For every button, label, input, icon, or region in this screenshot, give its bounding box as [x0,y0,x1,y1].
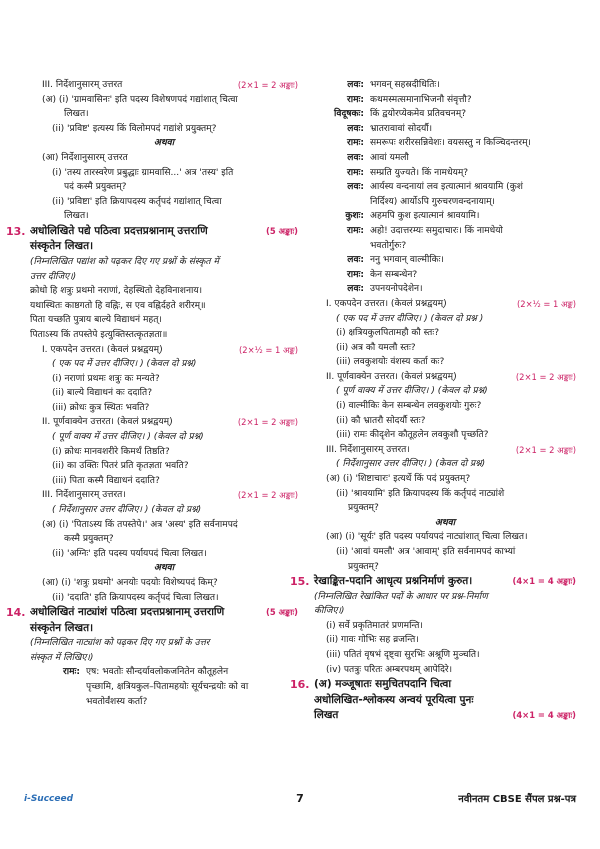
dialogue-text: निर्दिश्य) आर्योऽपि गुरुचरणवन्दनायाम्। [370,196,495,207]
line-text: संस्कृत में लिखिए।) [30,652,94,663]
text-line [30,313,298,328]
dialogue-line [30,665,298,680]
line-text: (ii) 'ददाति' इति क्रियापदस्य कर्तृपदं चित्वा लिखत। [52,592,219,603]
line-text: I. एकपदेन उत्तरत। (केवलं प्रश्नद्वयम्) [326,298,447,309]
text-line [30,357,298,372]
text-line [314,326,576,341]
right-column [290,78,576,724]
dialogue-line [314,268,576,283]
dialogue-text: किं द्वयोरप्येकमेव प्रतिवचनम्? [370,109,467,120]
speaker-label [30,680,86,695]
page-number: 7 [296,792,304,805]
text-line [314,530,576,545]
text-line [30,299,298,314]
text-line [314,633,576,648]
text-line [30,386,298,401]
text-line [30,122,298,137]
line-text: (i) सर्वे प्रकृतिमातरं प्रणमन्ति। [326,620,423,631]
text-line [30,636,298,651]
line-text: (iii) क्रोधः कुत्र स्थितः भवति? [52,402,150,413]
text-line [30,255,298,270]
dialogue-text: उपनयनोपदेशेन। [370,284,423,295]
line-text: अथवा [153,563,175,574]
speaker-label: विदूषकः: [334,109,364,120]
question-heading [30,239,298,255]
text-line [30,195,298,210]
speaker-label: लवः: [347,80,364,90]
line-text: क्रोधो हि शत्रुः प्रथमो नराणां, देहस्थितो देहविनाशनाय। [30,286,203,297]
dialogue-line [30,680,298,695]
line-text: अथवा [153,138,175,149]
text-line [314,472,576,487]
speaker-label: लवः: [347,182,364,193]
text-line [30,93,298,108]
question-heading [6,605,298,621]
dialogue-line [314,282,576,297]
footer-title: नवीनतम CBSE सैंपल प्रश्न-पत्र [458,794,576,805]
dialogue-text: भगवन् सहस्रदीधितिः। [370,80,440,90]
marks-label: (2×1 = 2 अङ्काः) [237,490,298,501]
speaker-label: कुशः: [345,211,364,222]
line-text: (iv) पतत्रुः परितः अम्बरपथम् आपेदिरे। [326,664,453,675]
line-text: यथास्थितः काष्ठगतो हि वह्निः, स एव वह्निर्दहते शरीरम्॥ [30,300,206,311]
question-heading [290,677,576,693]
left-column [6,78,298,709]
text-line [30,488,298,503]
question-heading [30,621,298,637]
line-text: प्रयुक्तम्? [348,561,379,572]
text-line [314,355,576,370]
line-text: उत्तर दीजिए।) [30,271,77,282]
dialogue-text: केन सम्बन्धेन? [370,269,418,280]
dialogue-line [314,122,576,137]
line-text: (ii) बाल्ये विद्याधनं कः ददाति? [52,388,153,399]
text-line [30,136,298,151]
marks-label: (5 अङ्काः) [266,225,298,236]
brand-logo: i-Succeed [24,794,74,804]
text-line [314,384,576,399]
text-line [30,547,298,562]
question-number: 15. [290,575,310,589]
text-line [30,415,298,430]
question-text: अधोलिखिते पद्ये पठित्वा प्रदत्तप्रश्नानाम् उत्तराणि [30,224,208,237]
line-text: कस्मै प्रयुक्तम्? [64,534,114,545]
dialogue-text: कथमस्मत्समानाभिजनौ संवृत्तौ? [370,94,472,105]
speaker-label: रामः: [347,138,364,149]
question-heading [290,574,576,590]
dialogue-line [30,695,298,710]
marks-label: (2×1 = 2 अङ्काः) [515,371,576,382]
line-text: II. पूर्णवाक्येन उत्तरत। (केवलं प्रश्नद्वयम्) [326,371,457,382]
line-text: I. एकपदेन उत्तरत। (केवलं प्रश्नद्वयम्) [42,344,163,355]
text-line [314,341,576,356]
line-text: (निम्नलिखित रेखांकित पदों के आधार पर प्रश्न-निर्माण [314,591,488,602]
question-text: रेखाङ्कित-पदानि आधृत्य प्रश्ननिर्माणं कुरुत। [314,575,473,588]
speaker-label: लवः: [347,123,364,134]
line-text: ( एक पद में उत्तर दीजिए। ) (केवल दो प्रश्न ) [336,313,484,324]
question-text: संस्कृतेन लिखत। [30,240,94,253]
dialogue-line [314,224,576,239]
marks-label: (2×1 = 2 अङ्काः) [237,80,298,90]
speaker-label [314,239,370,254]
dialogue-line [314,180,576,195]
text-line [314,501,576,516]
line-text: III. निर्देशानुसारम् उत्तरत। [42,490,126,501]
text-line [314,443,576,458]
speaker-label: रामः: [347,167,364,178]
dialogue-text: आवां यमलौ [370,152,409,163]
question-heading [314,693,576,709]
question-heading [314,708,576,724]
dialogue-text: भ्रातरावावां सोदर्यौ। [370,123,433,134]
text-line [314,414,576,429]
text-line [30,180,298,195]
text-line [314,663,576,678]
line-text: (ii) 'आवां यमलौ' अत्र 'आवाम्' इति सर्वनामपदं काभ्यां [336,547,516,557]
text-line [314,604,576,619]
dialogue-line [314,78,576,93]
text-line [314,487,576,502]
text-line [30,532,298,547]
text-line [314,399,576,414]
dialogue-line [314,107,576,122]
text-line [30,107,298,122]
text-line [314,312,576,327]
dialogue-line [314,239,576,254]
text-line [30,503,298,518]
line-text: (ii) गावः गोभिः सह व्रजन्ति। [326,635,419,646]
question-heading [6,224,298,240]
marks-label: (2×½ = 1 अङ्क) [238,344,298,355]
line-text: (i) क्षत्रियकुलपितामहौ कौ स्तः? [336,328,440,339]
text-line [30,328,298,343]
text-line [30,561,298,576]
question-text: (अ) मञ्जूषातः समुचितपदानि चित्वा [314,678,452,691]
text-line [314,516,576,531]
marks-label: (2×1 = 2 अङ्काः) [515,444,576,455]
line-text: II. पूर्णवाक्येन उत्तरत। (केवलं प्रश्नद्वयम्) [42,417,173,428]
speaker-label: रामः: [347,225,364,236]
speaker-label: रामः: [347,94,364,105]
line-text: (ii) अत्र कौ यमलौ स्तः? [336,342,416,353]
line-text: प्रयुक्तम्? [348,503,379,514]
marks-label: (5 अङ्काः) [266,607,298,618]
line-text: पिता यच्छति पुत्राय बाल्ये विद्याधनं महत्। [30,315,162,326]
line-text: (आ) (i) 'सूर्यः' इति पदस्य पर्यायपदं नाट्यांशात् चित्वा लिखत। [326,532,528,543]
text-line [314,560,576,575]
line-text: (ii) 'प्रविष्ट' इत्यस्य किं विलोमपदं गद्यांशे प्रयुक्तम्? [52,123,217,134]
dialogue-line [314,151,576,166]
line-text: कीजिए।) [314,606,345,617]
line-text: पिताऽस्य किं तपस्तेपे इत्युक्तिस्तत्कृतज्ञता॥ [30,329,168,340]
question-text: अधोलिखित-श्लोकस्य अन्वयं पूरयित्वा पुनः [314,693,474,706]
text-line [30,151,298,166]
question-text: संस्कृतेन लिखत। [30,621,94,634]
line-text: ( निर्देशानुसार उत्तर दीजिए। ) (केवल दो प्रश्न) [52,505,202,516]
text-line [30,576,298,591]
dialogue-line [314,136,576,151]
text-line [30,78,298,93]
question-text: लिखत [314,709,339,722]
dialogue-line [314,195,576,210]
dialogue-text: आर्यस्य वन्दनायां लव इत्यात्मानं श्रावयामि (कुशं [370,182,523,193]
text-line [314,590,576,605]
speaker-label: रामः: [63,667,80,678]
dialogue-text: भवतोर्वंशस्य कर्ता? [86,696,148,707]
marks-label: (2×½ = 1 अङ्क) [516,298,576,309]
question-number: 14. [6,606,26,620]
dialogue-text: अहमपि कुश इत्यात्मानं श्रावयामि। [370,211,480,222]
line-text: ( पूर्ण वाक्य में उत्तर दीजिए। ) (केवल दो प्रश्न) [336,386,488,397]
text-line [314,648,576,663]
line-text: अथवा [434,517,456,528]
text-line [314,428,576,443]
line-text: (i) नराणां प्रथमः शत्रुः कः मन्यते? [52,373,160,384]
dialogue-line [314,166,576,181]
text-line [30,518,298,533]
dialogue-text: अहो! उदात्तरम्यः समुदाचारः। किं नामधेयो [370,225,503,236]
text-line [30,401,298,416]
text-line [30,591,298,606]
line-text: ( एक पद में उत्तर दीजिए। ) (केवल दो प्रश्न) [52,359,197,370]
line-text: (i) क्रोधः मानवशरीरे किमर्थं तिष्ठति? [52,446,170,457]
text-line [30,651,298,666]
text-line [314,297,576,312]
line-text: (अ) (i) 'पिताऽस्य किं तपस्तेपे।' अत्र 'अस्य' इति सर्वनामपदं [42,519,238,530]
dialogue-text: सम्प्रति युज्यते। किं नामधेयम्? [370,167,469,178]
question-number: 13. [6,224,26,238]
text-line [30,209,298,224]
marks-label: (4×1 = 4 अङ्काः) [512,576,576,587]
line-text: III. निर्देशानुसारम् उत्तरत [42,80,123,90]
dialogue-text: ननु भगवान् वाल्मीकिः। [370,255,444,266]
line-text: (iii) पतितं वृषभं दृष्ट्वा सुरभिः अश्रूणि मुञ्चति। [326,650,480,661]
line-text: (i) 'तस्य तारस्वरेण प्रबुद्धाः ग्रामवासि...' अत्र 'तस्य' इति [52,167,234,178]
marks-label: (4×1 = 4 अङ्काः) [512,710,576,721]
line-text: ( पूर्ण वाक्य में उत्तर दीजिए। ) (केवल दो प्रश्न) [52,432,204,443]
text-line [30,270,298,285]
text-line [314,545,576,560]
text-line [30,284,298,299]
text-line [30,459,298,474]
line-text: (अ) (i) 'शिष्टाचारः' इत्यर्थे किं पदं प्रयुक्तम्? [326,474,471,485]
speaker-label: रामः: [347,269,364,280]
dialogue-line [314,209,576,224]
dialogue-text: एष: भवतोः सौन्दर्यावलोकजनितेन कौतूहलेन [86,667,229,678]
line-text: लिखत। [64,109,89,120]
text-line [314,619,576,634]
line-text: (आ) निर्देशानुसारम् उत्तरत [42,152,128,163]
line-text: (i) वाल्मीकिः केन सम्बन्धेन लवकुशयोः गुरुः? [336,401,482,412]
line-text: (iii) लवकुशयोः वंशस्य कर्ता कः? [336,357,445,368]
line-text: ( निर्देशानुसार उत्तर दीजिए। ) (केवल दो प्रश्न) [336,459,486,470]
dialogue-text: पृच्छामि, क्षत्रियकुल–पितामहयोः सूर्यचन्द्रयोः को वा [86,681,249,692]
speaker-label: लवः: [347,152,364,163]
text-line [314,370,576,385]
text-line [30,430,298,445]
question-text: अधोलिखितं नाट्यांशं पठित्वा प्रदत्तप्रश्नानाम् उत्तराणि [30,606,225,619]
line-text: (ii) 'अग्निः' इति पदस्य पर्यायपदं चित्वा लिखत। [52,548,207,559]
line-text: (अ) (i) 'ग्रामवासिनः' इति पदस्य विशेषणपदं गद्यांशात् चित्वा [42,94,238,105]
line-text: (ii) कौ भ्रातरौ सोदर्यौ स्तः? [336,415,426,426]
line-text: (निम्नलिखित नाट्यांश को पढ़कर दिए गए प्रश्नों के उत्तर [30,638,210,649]
line-text: (आ) (i) 'शत्रुः प्रथमो' अनयोः पदयोः विशेष्यपदं किम्? [42,578,218,588]
dialogue-text: समरूपः शरीरसन्निवेशः। वयसस्तु न किञ्चिदन्तरम्। [370,138,531,149]
text-line [30,372,298,387]
line-text: III. निर्देशानुसारम् उत्तरत। [326,444,410,455]
text-line [30,343,298,358]
speaker-label: लवः: [347,284,364,295]
line-text: (ii) का उक्तिः पितरं प्रति कृतज्ञता भवति? [52,461,189,472]
dialogue-line [314,93,576,108]
line-text: (iii) पिता कस्मै विद्याधनं ददाति? [52,475,160,486]
speaker-label [30,695,86,710]
speaker-label: लवः: [347,255,364,266]
speaker-label [314,195,370,210]
text-line [30,166,298,181]
line-text: पदं कस्मै प्रयुक्तम्? [64,182,127,193]
text-line [314,457,576,472]
marks-label: (2×1 = 2 अङ्काः) [237,417,298,428]
line-text: (iii) रामः कीदृशेन कौतूहलेन लवकुशौ पृच्छति? [336,430,489,441]
text-line [30,445,298,460]
text-line [30,474,298,489]
line-text: (निम्नलिखित पद्यांश को पढ़कर दिए गए प्रश्नों के संस्कृत में [30,256,219,267]
line-text: लिखत। [64,211,89,222]
dialogue-text: भवतोर्गुरुः? [370,240,407,251]
line-text: (ii) 'प्रविष्टा' इति क्रियापदस्य कर्तृपदं गद्यांशात् चित्वा [52,196,222,207]
line-text: (ii) 'श्रावयामि' इति क्रियापदस्य किं कर्तृपदं नाट्यांशे [336,488,505,499]
dialogue-line [314,253,576,268]
question-number: 16. [290,678,310,692]
